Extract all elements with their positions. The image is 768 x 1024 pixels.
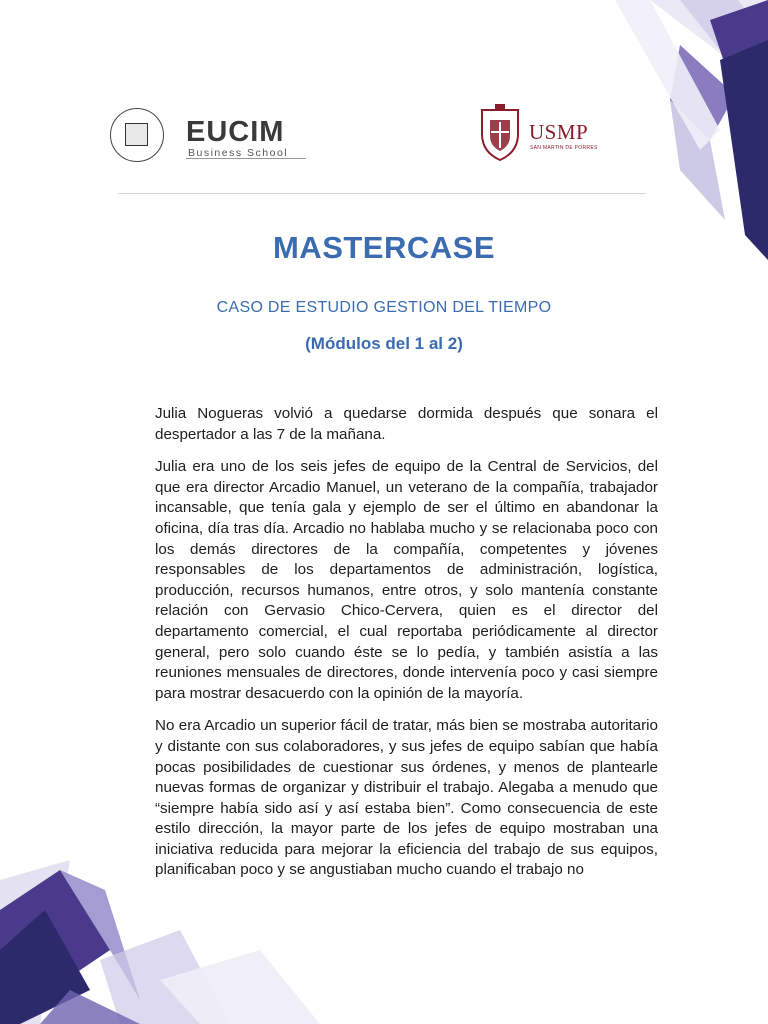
paragraph-2: Julia era uno de los seis jefes de equipo de la Central de Servicios, del que era director Arcadio Manuel, un veterano de la compañía, trabajador incansable, que tenía gala y ejemplo de ser el último en abandonar la oficina, día tras día. Arcadio no hablaba mucho y se relacionaba poco con los demás directores de la compañía, competentes y jóvenes responsables de los departamentos de administración, logística, producción, recursos humanos, entre otros, y solo mantenía constante relación con Gervasio Chico-Cervera, quien es el director del departamento comercial, el cual reportaba periódicamente al director general, pero solo cuando éste se lo pedía, y también asistía a las reuniones mensuales de directores, donde intervenía poco y casi siempre para mostrar desacuerdo con la opinión de la mayoría. (155, 458, 658, 702)
eucim-logo (110, 106, 310, 164)
eucim-name: EUCIM (186, 116, 285, 148)
paragraph-1: Julia Nogueras volvió a quedarse dormida después que sonara el despertador a las 7 de la mañana. (155, 405, 658, 443)
document-subtitle: CASO DE ESTUDIO GESTION DEL TIEMPO (216, 299, 552, 316)
eucim-seal-icon (110, 108, 164, 162)
header-divider (118, 193, 646, 194)
document-title: MASTERCASE (272, 230, 495, 265)
eucim-subtitle: Business School (188, 147, 289, 159)
document-body (155, 404, 658, 881)
usmp-subtitle: SAN MARTIN DE PORRES (530, 145, 598, 151)
usmp-logo (476, 104, 616, 166)
usmp-name: USMP (529, 120, 589, 144)
paragraph-3: No era Arcadio un superior fácil de tratar, más bien se mostraba autoritario y distante con sus colaboradores, y sus jefes de equipo sabían que había pocas posibilidades de cuestionar sus órdenes, y menos de plantearle nuevas formas de organizar y distribuir el trabajo. Alegaba a menudo que “siempre había sido así y así estaba bien”. Como consecuencia de este estilo dirección, la mayor parte de los jefes de equipo mostraban una iniciativa reducida para mejorar la eficiencia del trabajo de sus equipos, planificaban poco y se angustiaban mucho cuando el trabajo no (155, 717, 658, 879)
document-modules: (Módulos del 1 al 2) (305, 334, 463, 353)
usmp-shield-icon (478, 104, 522, 162)
